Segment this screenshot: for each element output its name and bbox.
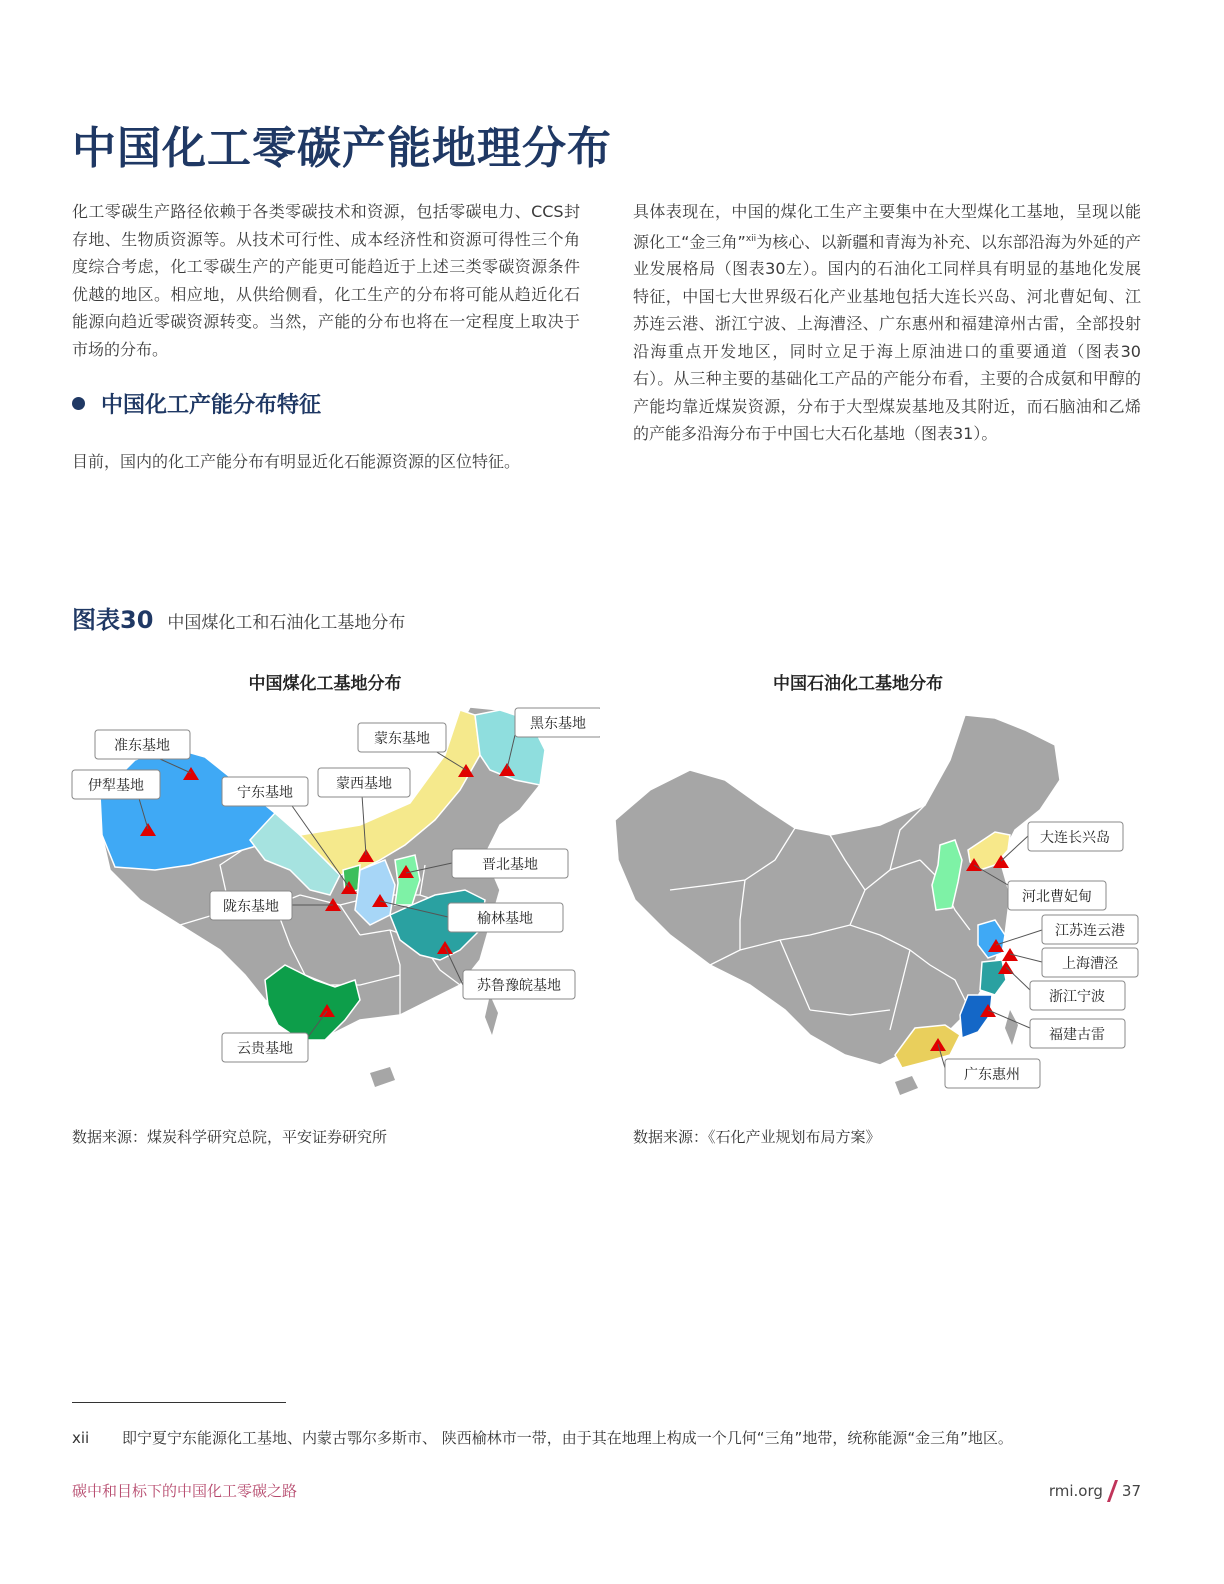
label-caofeidian: 河北曹妃甸 <box>1022 889 1092 905</box>
coal-map-taiwan <box>485 995 498 1035</box>
petro-map-zhejiang <box>980 960 1006 995</box>
footnote-rule <box>72 1402 286 1403</box>
label-ningbo: 浙江宁波 <box>1049 989 1105 1005</box>
slash-divider-icon <box>1107 1480 1118 1502</box>
bullet-dot-icon <box>72 397 85 410</box>
label-jinbei: 晋北基地 <box>482 857 538 873</box>
footnote-text: 即宁夏宁东能源化工基地、内蒙古鄂尔多斯市、 陕西榆林市一带，由于其在地理上构成一个几何“三角”地带，统称能源“金三角”地区。 <box>122 1429 1013 1447</box>
coal-map-source: 数据来源：煤炭科学研究总院，平安证券研究所 <box>72 1128 388 1146</box>
footer-site-link[interactable]: rmi.org <box>1048 1482 1103 1500</box>
label-lianyungang: 江苏连云港 <box>1055 923 1125 939</box>
footer-page-info <box>1049 1480 1141 1502</box>
label-mengxi: 蒙西基地 <box>336 776 392 792</box>
label-yili: 伊犁基地 <box>88 778 144 794</box>
coal-map-hainan <box>370 1067 395 1087</box>
label-longdong: 陇东基地 <box>223 899 279 915</box>
coal-map-title: 中国煤化工基地分布 <box>248 674 402 694</box>
coal-map-shaanxi <box>355 860 395 925</box>
right-paragraph-part-a: 具体表现在，中国的煤化工生产主要集中在大型煤化工基地，呈现以能源化工“金三角” <box>633 202 1141 251</box>
footer-report-title: 碳中和目标下的中国化工零碳之路 <box>72 1482 298 1500</box>
petro-map <box>610 710 1150 1100</box>
label-zhundong: 准东基地 <box>114 738 170 754</box>
label-ningdong: 宁东基地 <box>237 785 293 801</box>
page-number: 37 <box>1121 1482 1141 1500</box>
label-mengdong: 蒙东基地 <box>374 731 430 747</box>
footnote-reference[interactable]: xii <box>745 233 757 244</box>
section-heading-text: 中国化工产能分布特征 <box>101 393 322 418</box>
figure-caption: 中国煤化工和石油化工基地分布 <box>167 613 406 633</box>
intro-paragraph: 化工零碳生产路径依赖于各类零碳技术和资源，包括零碳电力、CCS封存地、生物质资源等。从技术可行性、成本经济性和资源可得性三个角度综合考虑，化工零碳生产的产能更可能趋近于上述三类零碳资源条件优越的地区。相应地，从供给侧看，化工生产的分布将可能从趋近化石能源向趋近零碳资源转变。当然，产能的分布也将在一定程度上取决于市场的分布。 <box>72 202 580 359</box>
lead-paragraph: 目前，国内的化工产能分布有明显近化石能源资源的区位特征。 <box>72 452 521 471</box>
figure-number: 图表30 <box>72 606 154 634</box>
petro-map-hainan <box>895 1076 918 1095</box>
label-heidong: 黑东基地 <box>530 716 586 732</box>
page-title: 中国化工零碳产能地理分布 <box>72 123 612 174</box>
coal-map <box>60 695 600 1095</box>
label-caojing: 上海漕泾 <box>1062 956 1118 972</box>
footnote-mark: xii <box>72 1429 90 1447</box>
label-huizhou: 广东惠州 <box>964 1067 1020 1083</box>
label-yungui: 云贵基地 <box>237 1041 293 1057</box>
label-yulin: 榆林基地 <box>477 911 533 927</box>
label-sulu: 苏鲁豫皖基地 <box>477 978 561 994</box>
right-paragraph <box>633 198 1141 448</box>
section-heading <box>72 388 321 419</box>
label-gulei: 福建古雷 <box>1049 1027 1105 1043</box>
footnote <box>72 1427 1013 1448</box>
petro-map-taiwan <box>1005 1010 1018 1045</box>
label-dalian: 大连长兴岛 <box>1040 830 1110 846</box>
petro-map-title: 中国石油化工基地分布 <box>773 674 943 694</box>
petro-map-source: 数据来源：《石化产业规划布局方案》 <box>633 1128 881 1146</box>
right-paragraph-part-b: 为核心、以新疆和青海为补充、以东部沿海为外延的产业发展格局（图表30左）。国内的石油化工同样具有明显的基地化发展特征，中国七大世界级石化产业基地包括大连长兴岛、河北曹妃甸、江苏连云港、浙江宁波、上海漕泾、广东惠州和福建漳州古雷，全部投射沿海重点开发地区，同时立足于海上原油进口的重要通道（图表30右）。从三种主要的基础化工产品的产能分布看，主要的合成氨和甲醇的产能均靠近煤炭资源，分布于大型煤炭基地及其附近，而石脑油和乙烯的产能多沿海分布于中国七大石化基地（图表31）。 <box>633 231 1141 444</box>
figure-title <box>72 600 405 635</box>
